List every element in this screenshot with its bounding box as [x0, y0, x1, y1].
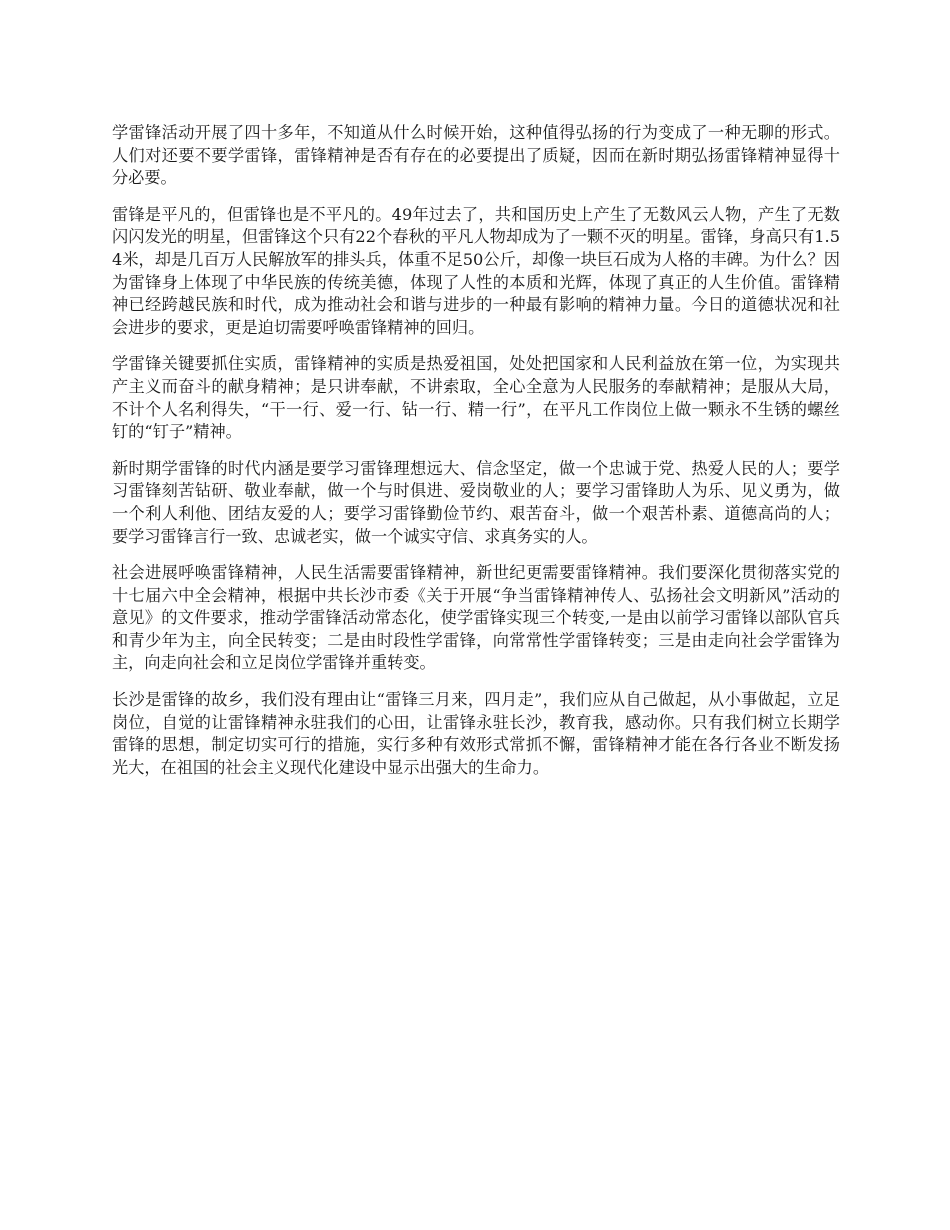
paragraph-1: 学雷锋活动开展了四十多年，不知道从什么时候开始，这种值得弘扬的行为变成了一种无聊的形式。人们对还要不要学雷锋，雷锋精神是否有存在的必要提出了质疑，因而在新时期弘扬雷锋精神显得十分必要。 — [112, 123, 840, 188]
paragraph-2: 雷锋是平凡的，但雷锋也是不平凡的。49年过去了，共和国历史上产生了无数风云人物，产生了无数闪闪发光的明星，但雷锋这个只有22个春秋的平凡人物却成为了一颗不灭的明星。雷锋，身高只有1.54米，却是几百万人民解放军的排头兵，体重不足50公斤，却像一块巨石成为人格的丰碑。为什么？因为雷锋身上体现了中华民族的传统美德，体现了人性的本质和光辉，体现了真正的人生价值。雷锋精神已经跨越民族和时代，成为推动社会和谐与进步的一种最有影响的精神力量。今日的道德状况和社会进步的要求，更是迫切需要呼唤雷锋精神的回归。 — [112, 204, 840, 337]
paragraph-5: 社会进展呼唤雷锋精神，人民生活需要雷锋精神，新世纪更需要雷锋精神。我们要深化贯彻落实党的十七届六中全会精神，根据中共长沙市委《关于开展“争当雷锋精神传人、弘扬社会文明新风”活动的意见》的文件要求，推动学雷锋活动常态化，使学雷锋实现三个转变,一是由以前学习雷锋以部队官兵和青少年为主，向全民转变；二是由时段性学雷锋，向常常性学雷锋转变；三是由走向社会学雷锋为主，向走向社会和立足岗位学雷锋并重转变。 — [112, 563, 840, 673]
paragraph-4: 新时期学雷锋的时代内涵是要学习雷锋理想远大、信念坚定，做一个忠诚于党、热爱人民的人；要学习雷锋刻苦钻研、敬业奉献，做一个与时俱进、爱岗敬业的人；要学习雷锋助人为乐、见义勇为，做一个利人利他、团结友爱的人；要学习雷锋勤俭节约、艰苦奋斗，做一个艰苦朴素、道德高尚的人；要学习雷锋言行一致、忠诚老实，做一个诚实守信、求真务实的人。 — [112, 458, 840, 546]
paragraph-3: 学雷锋关键要抓住实质，雷锋精神的实质是热爱祖国，处处把国家和人民利益放在第一位，为实现共产主义而奋斗的献身精神；是只讲奉献，不讲索取，全心全意为人民服务的奉献精神；是服从大局，不计个人名利得失，“干一行、爱一行、钻一行、精一行”，在平凡工作岗位上做一颗永不生锈的螺丝钉的“钉子”精神。 — [112, 354, 840, 442]
paragraph-6: 长沙是雷锋的故乡，我们没有理由让“雷锋三月来，四月走”，我们应从自己做起，从小事做起，立足岗位，自觉的让雷锋精神永驻我们的心田，让雷锋永驻长沙，教育我，感动你。只有我们树立长期学雷锋的思想，制定切实可行的措施，实行多种有效形式常抓不懈，雷锋精神才能在各行各业不断发扬光大，在祖国的社会主义现代化建设中显示出强大的生命力。 — [112, 690, 840, 777]
document-body — [112, 122, 840, 793]
